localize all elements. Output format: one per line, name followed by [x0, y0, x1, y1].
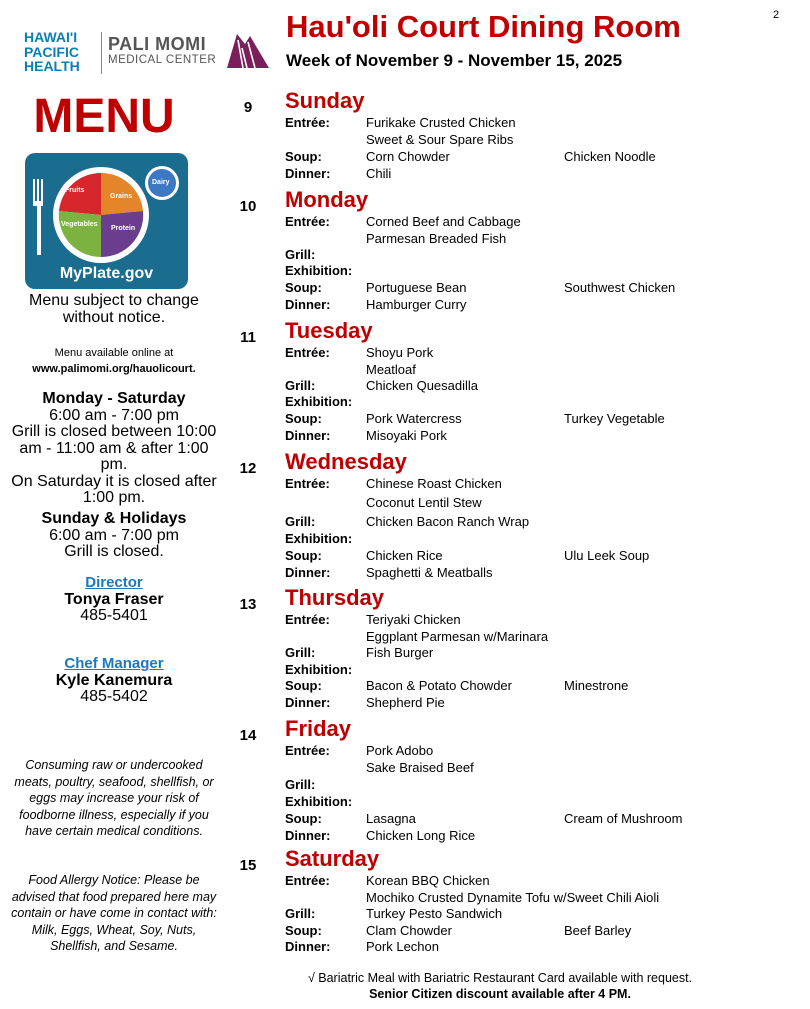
day-date: 14: [239, 727, 257, 744]
day-date: 13: [239, 596, 257, 613]
day-name: Monday: [285, 187, 369, 212]
day-block-thursday: [238, 585, 798, 715]
row-label: Entrée:: [285, 612, 330, 627]
row-item: Meatloaf: [366, 362, 416, 377]
protein-label: Protein: [111, 225, 136, 232]
director-info: Director Tonya Fraser 485-5401: [10, 575, 218, 625]
row-label: Soup:: [285, 923, 322, 938]
row-item-secondary: Cream of Mushroom: [564, 811, 683, 826]
online-notice: Menu available online at www.palimomi.org/hauolicourt.: [32, 347, 196, 375]
row-item: Portuguese Bean: [366, 280, 467, 295]
row-label: Dinner:: [285, 166, 331, 181]
row-item: Clam Chowder: [366, 923, 452, 938]
row-label: Entrée:: [285, 115, 330, 130]
row-label: Grill:: [285, 378, 316, 393]
fruits-label: Fruits: [65, 187, 85, 194]
sunday-hours: Sunday & Holidays 6:00 am - 7:00 pm Grill is closed.: [41, 510, 187, 560]
row-label: Grill:: [285, 247, 316, 262]
medical-center-wordmark: MEDICAL CENTER: [108, 54, 217, 66]
row-label: Entrée:: [285, 873, 330, 888]
day-name: Thursday: [285, 585, 385, 610]
row-item: Hamburger Curry: [366, 297, 467, 312]
day-block-wednesday: [238, 449, 798, 579]
row-item: Sweet & Sour Spare Ribs: [366, 132, 514, 147]
row-item: Pork Watercress: [366, 411, 462, 426]
allergy-notice: Food Allergy Notice: Please be advised that food prepared here may contain or have come in contact with: Milk, Eggs, Wheat, Soy, Nuts, Shellfish, and Sesame.: [11, 873, 217, 953]
day-block-tuesday: [238, 318, 798, 448]
row-item: Parmesan Breaded Fish: [366, 231, 507, 246]
row-item: Misoyaki Pork: [366, 428, 447, 443]
day-name: Sunday: [285, 88, 365, 113]
myplate-label: MyPlate.gov: [59, 265, 154, 282]
page-number: 2: [773, 9, 780, 21]
row-item: Eggplant Parmesan w/Marinara: [366, 629, 549, 644]
row-item: Turkey Pesto Sandwich: [366, 906, 503, 921]
row-label: Dinner:: [285, 297, 331, 312]
dairy-label: Dairy: [152, 179, 170, 186]
row-item: Chicken Bacon Ranch Wrap: [366, 514, 530, 529]
row-item: Bacon & Potato Chowder: [366, 678, 512, 693]
pali-momi-mountain-icon: [223, 30, 273, 70]
row-label: Entrée:: [285, 214, 330, 229]
row-label: Soup:: [285, 811, 322, 826]
row-label: Soup:: [285, 411, 322, 426]
chef-heading[interactable]: Chef Manager: [64, 655, 164, 672]
row-label: Dinner:: [285, 828, 331, 843]
row-label: Exhibition:: [285, 662, 353, 677]
row-label: Entrée:: [285, 345, 330, 360]
day-block-friday: [238, 716, 798, 846]
row-item: Corn Chowder: [366, 149, 450, 164]
day-date: 15: [239, 857, 257, 874]
row-item: Spaghetti & Meatballs: [366, 565, 493, 580]
row-item: Chicken Long Rice: [366, 828, 476, 843]
day-name: Wednesday: [285, 449, 407, 474]
row-item: Chinese Roast Chicken: [366, 476, 502, 491]
row-label: Dinner:: [285, 428, 331, 443]
row-item-secondary: Beef Barley: [564, 923, 632, 938]
row-label: Grill:: [285, 645, 316, 660]
row-label: Exhibition:: [285, 531, 353, 546]
row-label: Dinner:: [285, 565, 331, 580]
row-item-secondary: Southwest Chicken: [564, 280, 676, 295]
row-label: Soup:: [285, 548, 322, 563]
row-item: Pork Lechon: [366, 939, 439, 954]
pali-momi-wordmark: PALI MOMI: [108, 34, 207, 54]
page-title: Hau'oli Court Dining Room: [286, 9, 681, 44]
row-item: Teriyaki Chicken: [366, 612, 461, 627]
day-block-monday: [238, 187, 798, 317]
row-item: Lasagna: [366, 811, 416, 826]
day-name: Saturday: [285, 846, 380, 871]
row-label: Exhibition:: [285, 794, 353, 809]
row-item: Korean BBQ Chicken: [366, 873, 490, 888]
hawaii-pacific-health-logo: [24, 30, 274, 80]
row-item-secondary: Turkey Vegetable: [564, 411, 665, 426]
myplate-graphic: [25, 153, 188, 289]
row-item: Corned Beef and Cabbage: [366, 214, 521, 229]
bariatric-note: √ Bariatric Meal with Bariatric Restaurant Card available with request.: [307, 971, 693, 985]
hph-wordmark: HAWAI'I PACIFIC HEALTH: [24, 29, 80, 74]
row-item: Chicken Rice: [366, 548, 443, 563]
row-item-secondary: Ulu Leek Soup: [564, 548, 650, 563]
row-label: Exhibition:: [285, 263, 353, 278]
row-item: Chicken Quesadilla: [366, 378, 479, 393]
row-label: Grill:: [285, 906, 316, 921]
row-item: Coconut Lentil Stew: [366, 495, 482, 510]
row-item: Mochiko Crusted Dynamite Tofu w/Sweet Chili Aioli: [366, 890, 660, 905]
day-name: Friday: [285, 716, 352, 741]
row-label: Grill:: [285, 777, 316, 792]
day-date: 11: [240, 329, 256, 346]
row-label: Soup:: [285, 149, 322, 164]
consumption-warning: Consuming raw or undercooked meats, poultry, seafood, shellfish, or eggs may increase your risk of foodborne illness, especially if you have certain medical conditions.: [14, 758, 214, 838]
row-label: Entrée:: [285, 743, 330, 758]
director-heading[interactable]: Director: [85, 574, 143, 591]
row-item-secondary: Minestrone: [564, 678, 629, 693]
row-label: Soup:: [285, 280, 322, 295]
day-date: 10: [239, 198, 257, 215]
vegetables-label: Vegetables: [61, 221, 98, 228]
row-item-secondary: Chicken Noodle: [564, 149, 656, 164]
day-block-saturday: [238, 846, 798, 976]
row-item: Sake Braised Beef: [366, 760, 474, 775]
grains-label: Grains: [110, 193, 133, 200]
day-date: 9: [243, 99, 253, 116]
row-label: Soup:: [285, 678, 322, 693]
change-notice: Menu subject to change without notice.: [29, 292, 199, 326]
week-range: Week of November 9 - November 15, 2025: [286, 51, 623, 70]
row-label: Exhibition:: [285, 394, 353, 409]
row-label: Dinner:: [285, 939, 331, 954]
row-item: Shoyu Pork: [366, 345, 434, 360]
footer-notes: [285, 970, 715, 1002]
row-label: Dinner:: [285, 695, 331, 710]
senior-discount-note: Senior Citizen discount available after 4 PM.: [369, 987, 631, 1001]
row-item: Shepherd Pie: [366, 695, 445, 710]
day-name: Tuesday: [285, 318, 373, 343]
row-label: Grill:: [285, 514, 316, 529]
menu-heading: MENU: [33, 90, 175, 143]
chef-info: Chef Manager Kyle Kanemura 485-5402: [10, 656, 218, 706]
row-item: Chili: [366, 166, 392, 181]
row-item: Fish Burger: [366, 645, 434, 660]
day-date: 12: [239, 460, 257, 477]
weekday-hours: Monday - Saturday 6:00 am - 7:00 pm Grill is closed between 10:00 am - 11:00 am & after 1:00 pm. On Saturday it is closed after 1:00 pm.: [11, 390, 217, 506]
row-item: Pork Adobo: [366, 743, 434, 758]
row-item: Furikake Crusted Chicken: [366, 115, 516, 130]
row-label: Entrée:: [285, 476, 330, 491]
